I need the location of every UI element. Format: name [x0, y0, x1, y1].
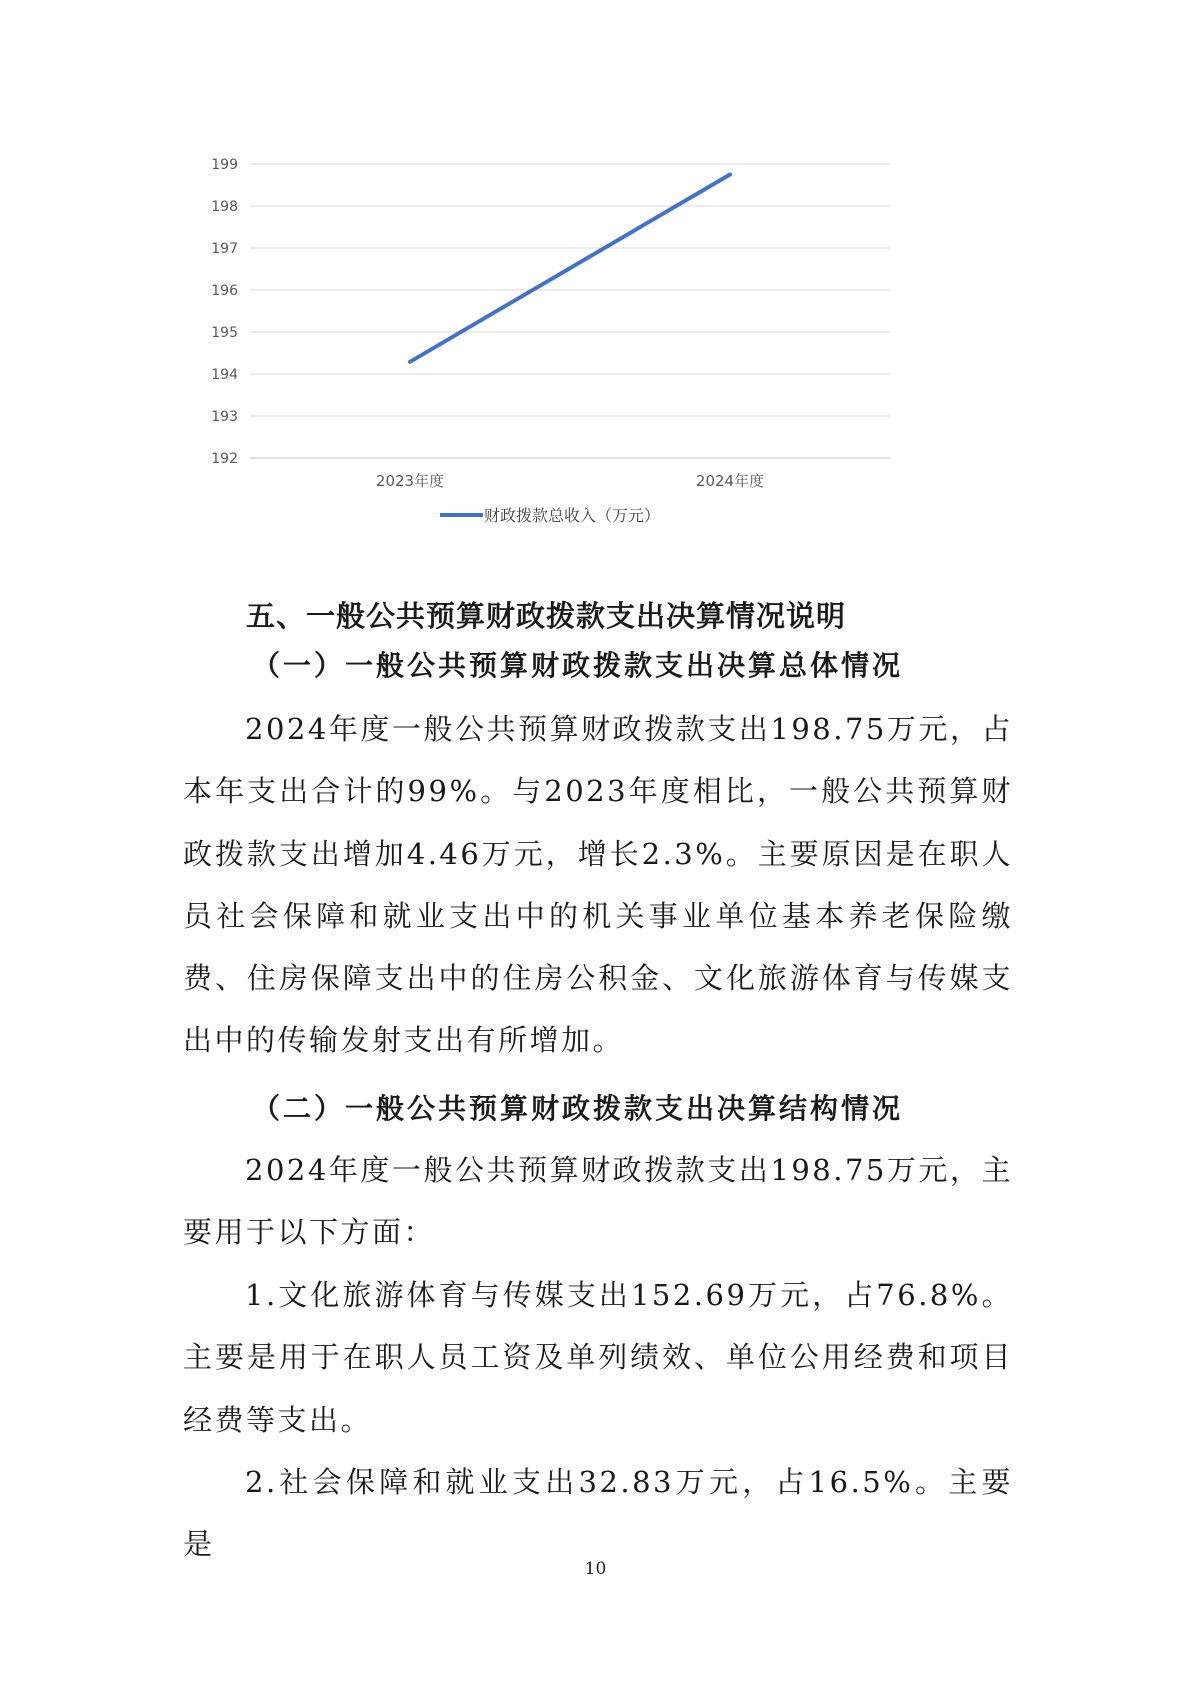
subsection-title-1: （一）一般公共预算财政拨款支出决算总体情况	[252, 649, 904, 682]
y-tick-label: 192	[211, 451, 238, 467]
paragraph-1-text: 2024年度一般公共预算财政拨款支出198.75万元，占本年支出合计的99%。与2023年度相比，一般公共预算财政拨款支出增加4.46万元，增长2.3%。主要原因是在职人员社会保障和就业支出中的机关事业单位基本养老保险缴费、住房保障支出中的住房公积金、文化旅游体育与传媒支出中的传输发射支出有所增加。	[183, 712, 1013, 1058]
paragraph-1	[183, 698, 1013, 1072]
x-tick-label: 2023年度	[375, 472, 445, 490]
series-line	[410, 175, 730, 362]
paragraph-3	[183, 1264, 1013, 1451]
subsection-title-2: （二）一般公共预算财政拨款支出决算结构情况	[252, 1092, 904, 1125]
y-tick-label: 198	[211, 199, 238, 215]
paragraph-4-text: 2.社会保障和就业支出32.83万元，占16.5%。主要是	[183, 1465, 1013, 1562]
paragraph-4	[183, 1451, 1013, 1576]
y-tick-label: 196	[211, 283, 238, 299]
y-tick-label: 193	[211, 409, 238, 425]
chart-svg	[190, 140, 970, 580]
x-tick-label: 2024年度	[695, 472, 765, 490]
y-tick-label: 195	[211, 325, 238, 341]
y-tick-label: 194	[211, 367, 238, 383]
section-title: 五、一般公共预算财政拨款支出决算情况说明	[246, 599, 847, 633]
y-tick-label: 199	[211, 157, 238, 173]
paragraph-2-text: 2024年度一般公共预算财政拨款支出198.75万元，主要用于以下方面：	[183, 1153, 1013, 1250]
paragraph-2	[183, 1139, 1013, 1264]
line-chart	[190, 140, 970, 580]
y-tick-label: 197	[211, 241, 238, 257]
paragraph-3-text: 1.文化旅游体育与传媒支出152.69万元，占76.8%。主要是用于在职人员工资及单列绩效、单位公用经费和项目经费等支出。	[183, 1278, 1013, 1437]
legend-label: 财政拨款总收入（万元）	[484, 506, 661, 525]
page-number: 10	[584, 1559, 607, 1579]
